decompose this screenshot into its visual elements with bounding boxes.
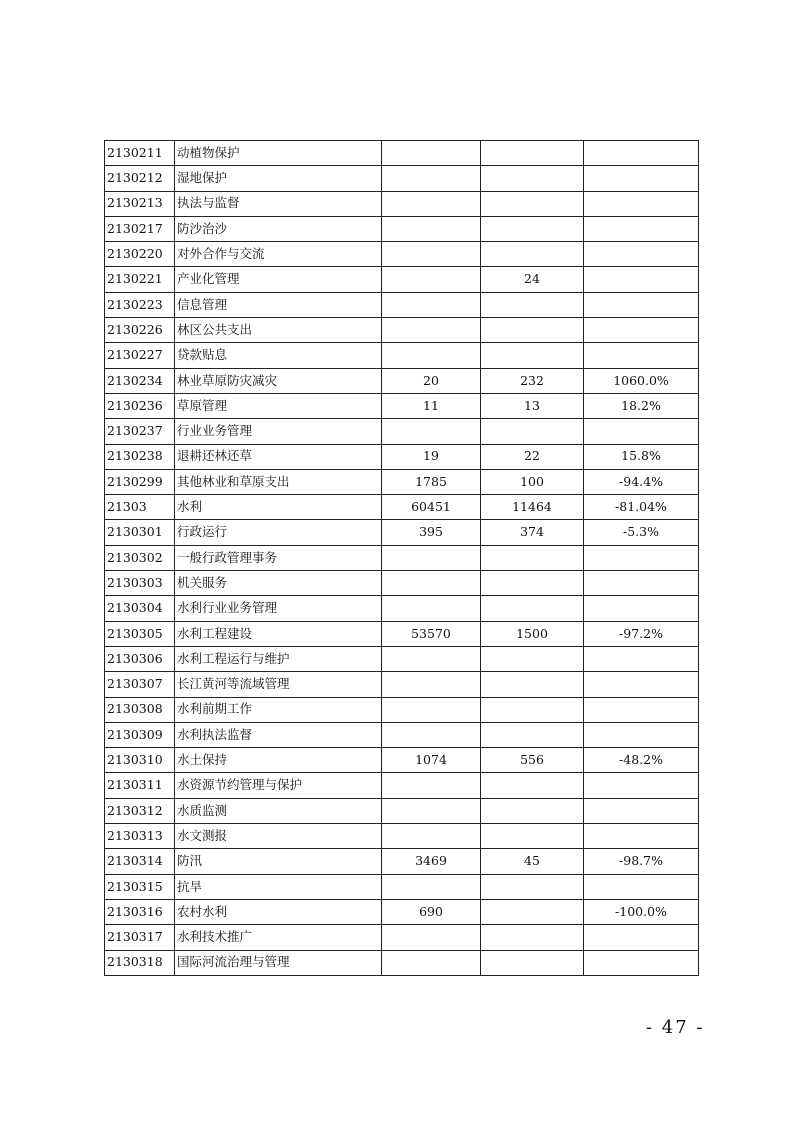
value-col-2: [481, 773, 584, 798]
table-row: [105, 419, 699, 444]
item-name: 防沙治沙: [175, 216, 382, 241]
value-col-2: 1500: [481, 621, 584, 646]
value-col-3: [584, 166, 699, 191]
table-row: [105, 849, 699, 874]
item-name: 水质监测: [175, 798, 382, 823]
value-col-2: [481, 242, 584, 267]
value-col-2: 374: [481, 520, 584, 545]
item-code: 2130317: [105, 925, 175, 950]
value-col-3: [584, 824, 699, 849]
value-col-3: [584, 545, 699, 570]
value-col-1: [382, 141, 481, 166]
value-col-2: 45: [481, 849, 584, 874]
value-col-1: [382, 292, 481, 317]
item-code: 2130221: [105, 267, 175, 292]
value-col-2: 556: [481, 748, 584, 773]
value-col-1: [382, 343, 481, 368]
value-col-3: [584, 874, 699, 899]
value-col-2: [481, 343, 584, 368]
table-row: [105, 798, 699, 823]
item-code: 2130313: [105, 824, 175, 849]
table-row: [105, 874, 699, 899]
value-col-2: 22: [481, 444, 584, 469]
value-col-1: [382, 242, 481, 267]
value-col-3: -98.7%: [584, 849, 699, 874]
item-code: 2130217: [105, 216, 175, 241]
value-col-1: 60451: [382, 495, 481, 520]
table-row: [105, 697, 699, 722]
item-code: 2130310: [105, 748, 175, 773]
value-col-1: 1074: [382, 748, 481, 773]
value-col-3: 15.8%: [584, 444, 699, 469]
value-col-3: [584, 596, 699, 621]
item-code: 2130211: [105, 141, 175, 166]
table-row: [105, 216, 699, 241]
item-code: 2130299: [105, 469, 175, 494]
value-col-3: [584, 571, 699, 596]
item-name: 机关服务: [175, 571, 382, 596]
value-col-3: [584, 267, 699, 292]
table-row: [105, 646, 699, 671]
item-name: 水利行业业务管理: [175, 596, 382, 621]
value-col-1: [382, 596, 481, 621]
item-code: 2130234: [105, 368, 175, 393]
item-code: 2130302: [105, 545, 175, 570]
table-row: [105, 267, 699, 292]
table-row: [105, 621, 699, 646]
value-col-1: 19: [382, 444, 481, 469]
value-col-2: 24: [481, 267, 584, 292]
value-col-1: [382, 545, 481, 570]
value-col-2: 13: [481, 393, 584, 418]
item-code: 2130238: [105, 444, 175, 469]
value-col-1: [382, 824, 481, 849]
item-name: 水资源节约管理与保护: [175, 773, 382, 798]
value-col-1: [382, 571, 481, 596]
item-name: 水土保持: [175, 748, 382, 773]
value-col-2: [481, 191, 584, 216]
value-col-1: 20: [382, 368, 481, 393]
value-col-3: [584, 722, 699, 747]
table-row: [105, 596, 699, 621]
item-name: 草原管理: [175, 393, 382, 418]
item-name: 行政运行: [175, 520, 382, 545]
item-name: 一般行政管理事务: [175, 545, 382, 570]
table-row: [105, 950, 699, 975]
value-col-3: [584, 773, 699, 798]
table-row: [105, 393, 699, 418]
item-code: 2130316: [105, 899, 175, 924]
value-col-3: 1060.0%: [584, 368, 699, 393]
table-row: [105, 495, 699, 520]
item-code: 2130213: [105, 191, 175, 216]
value-col-1: [382, 646, 481, 671]
value-col-1: [382, 722, 481, 747]
item-code: 2130227: [105, 343, 175, 368]
item-name: 产业化管理: [175, 267, 382, 292]
item-code: 2130315: [105, 874, 175, 899]
value-col-2: [481, 646, 584, 671]
value-col-2: [481, 292, 584, 317]
value-col-1: [382, 672, 481, 697]
value-col-1: [382, 925, 481, 950]
value-col-3: [584, 419, 699, 444]
table-row: [105, 166, 699, 191]
table-row: [105, 444, 699, 469]
table-row: [105, 292, 699, 317]
value-col-1: [382, 950, 481, 975]
item-name: 防汛: [175, 849, 382, 874]
value-col-3: [584, 216, 699, 241]
value-col-3: -100.0%: [584, 899, 699, 924]
table-row: [105, 242, 699, 267]
item-name: 其他林业和草原支出: [175, 469, 382, 494]
value-col-1: [382, 773, 481, 798]
page-number: - 47 -: [646, 1017, 705, 1038]
item-name: 水文测报: [175, 824, 382, 849]
table-row: [105, 748, 699, 773]
value-col-2: 100: [481, 469, 584, 494]
item-name: 行业业务管理: [175, 419, 382, 444]
item-name: 信息管理: [175, 292, 382, 317]
item-code: 2130306: [105, 646, 175, 671]
item-code: 2130220: [105, 242, 175, 267]
item-name: 水利: [175, 495, 382, 520]
value-col-1: 1785: [382, 469, 481, 494]
item-code: 2130212: [105, 166, 175, 191]
value-col-2: [481, 166, 584, 191]
item-name: 执法与监督: [175, 191, 382, 216]
value-col-3: 18.2%: [584, 393, 699, 418]
value-col-2: [481, 672, 584, 697]
value-col-3: [584, 242, 699, 267]
table-row: [105, 899, 699, 924]
value-col-2: [481, 141, 584, 166]
value-col-1: 395: [382, 520, 481, 545]
item-name: 抗旱: [175, 874, 382, 899]
item-code: 2130237: [105, 419, 175, 444]
value-col-3: -94.4%: [584, 469, 699, 494]
item-code: 2130307: [105, 672, 175, 697]
budget-table: [104, 140, 699, 976]
item-name: 水利执法监督: [175, 722, 382, 747]
value-col-2: [481, 798, 584, 823]
item-code: 2130236: [105, 393, 175, 418]
value-col-1: [382, 267, 481, 292]
value-col-3: [584, 950, 699, 975]
item-name: 湿地保护: [175, 166, 382, 191]
item-name: 农村水利: [175, 899, 382, 924]
value-col-3: [584, 672, 699, 697]
item-code: 21303: [105, 495, 175, 520]
value-col-1: [382, 318, 481, 343]
value-col-3: [584, 925, 699, 950]
value-col-3: [584, 646, 699, 671]
table-row: [105, 672, 699, 697]
value-col-3: [584, 318, 699, 343]
item-code: 2130301: [105, 520, 175, 545]
value-col-3: [584, 191, 699, 216]
value-col-2: [481, 950, 584, 975]
item-code: 2130312: [105, 798, 175, 823]
item-code: 2130305: [105, 621, 175, 646]
value-col-3: [584, 798, 699, 823]
value-col-3: [584, 343, 699, 368]
item-name: 对外合作与交流: [175, 242, 382, 267]
table-row: [105, 318, 699, 343]
value-col-3: -97.2%: [584, 621, 699, 646]
value-col-1: [382, 191, 481, 216]
value-col-2: [481, 722, 584, 747]
value-col-3: -5.3%: [584, 520, 699, 545]
table-row: [105, 469, 699, 494]
value-col-2: [481, 824, 584, 849]
table-row: [105, 368, 699, 393]
table-row: [105, 925, 699, 950]
item-name: 退耕还林还草: [175, 444, 382, 469]
table-row: [105, 141, 699, 166]
item-name: 国际河流治理与管理: [175, 950, 382, 975]
item-name: 水利工程运行与维护: [175, 646, 382, 671]
value-col-2: [481, 874, 584, 899]
value-col-2: [481, 571, 584, 596]
table-body: [105, 141, 699, 976]
item-code: 2130318: [105, 950, 175, 975]
value-col-2: [481, 925, 584, 950]
value-col-3: [584, 141, 699, 166]
value-col-1: 690: [382, 899, 481, 924]
value-col-2: [481, 216, 584, 241]
item-code: 2130226: [105, 318, 175, 343]
value-col-1: [382, 419, 481, 444]
value-col-3: -81.04%: [584, 495, 699, 520]
value-col-2: [481, 596, 584, 621]
value-col-3: -48.2%: [584, 748, 699, 773]
value-col-1: [382, 874, 481, 899]
item-name: 水利前期工作: [175, 697, 382, 722]
value-col-1: [382, 216, 481, 241]
value-col-3: [584, 292, 699, 317]
value-col-1: 11: [382, 393, 481, 418]
value-col-1: [382, 697, 481, 722]
item-name: 长江黄河等流域管理: [175, 672, 382, 697]
value-col-2: [481, 419, 584, 444]
value-col-2: [481, 697, 584, 722]
value-col-2: 11464: [481, 495, 584, 520]
table-row: [105, 824, 699, 849]
item-code: 2130223: [105, 292, 175, 317]
table-row: [105, 545, 699, 570]
table-row: [105, 571, 699, 596]
table-row: [105, 773, 699, 798]
table-row: [105, 343, 699, 368]
item-code: 2130309: [105, 722, 175, 747]
value-col-1: 3469: [382, 849, 481, 874]
item-code: 2130311: [105, 773, 175, 798]
value-col-2: 232: [481, 368, 584, 393]
item-name: 水利工程建设: [175, 621, 382, 646]
value-col-2: [481, 318, 584, 343]
item-name: 贷款贴息: [175, 343, 382, 368]
value-col-2: [481, 899, 584, 924]
item-name: 林区公共支出: [175, 318, 382, 343]
value-col-2: [481, 545, 584, 570]
value-col-3: [584, 697, 699, 722]
table-row: [105, 722, 699, 747]
item-code: 2130304: [105, 596, 175, 621]
table-row: [105, 520, 699, 545]
item-code: 2130314: [105, 849, 175, 874]
item-name: 动植物保护: [175, 141, 382, 166]
table-row: [105, 191, 699, 216]
item-name: 水利技术推广: [175, 925, 382, 950]
item-name: 林业草原防灾减灾: [175, 368, 382, 393]
value-col-1: 53570: [382, 621, 481, 646]
value-col-1: [382, 166, 481, 191]
item-code: 2130303: [105, 571, 175, 596]
item-code: 2130308: [105, 697, 175, 722]
value-col-1: [382, 798, 481, 823]
